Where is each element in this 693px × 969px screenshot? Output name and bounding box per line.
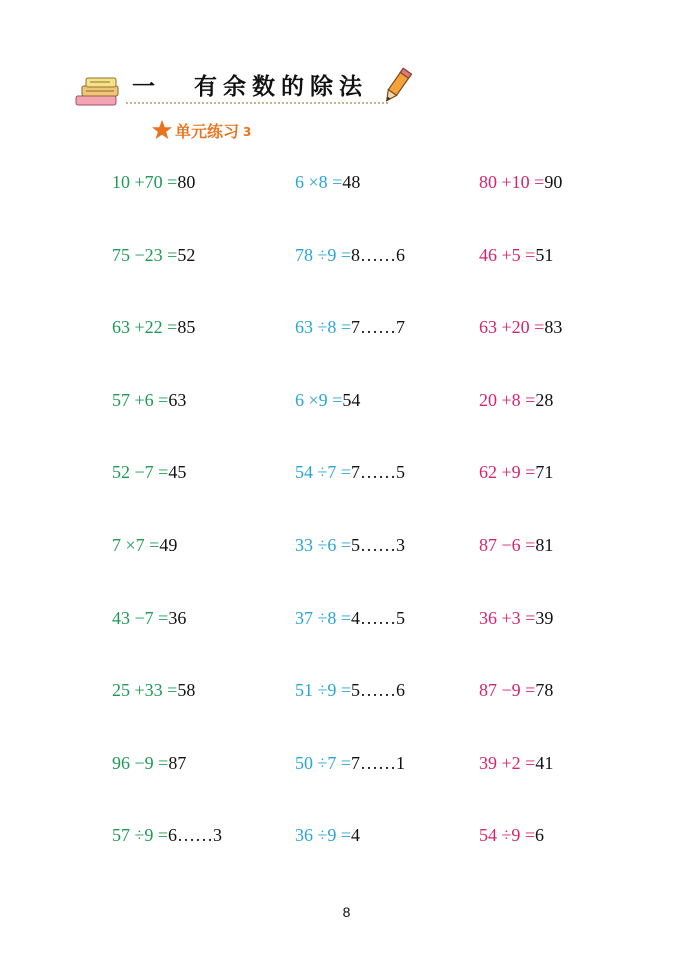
equation-question: 20 +8 = xyxy=(479,389,536,410)
equation-answer: 36 xyxy=(168,607,187,628)
equation-question: 25 +33 = xyxy=(112,680,178,701)
equation-question: 7 ×7 = xyxy=(112,535,160,555)
equation-answer: 6……3 xyxy=(168,825,223,846)
equation xyxy=(479,245,553,265)
equation xyxy=(112,172,195,192)
equation-answer: 41 xyxy=(535,752,554,773)
equation xyxy=(112,535,177,555)
equation xyxy=(295,825,360,845)
equation-question: 50 ÷7 = xyxy=(295,752,352,773)
equation-question: 36 ÷9 = xyxy=(295,825,352,846)
equation-question: 54 ÷9 = xyxy=(479,825,536,846)
equation-answer: 7……1 xyxy=(351,752,406,773)
equation xyxy=(295,753,405,773)
equation-answer: 63 xyxy=(168,389,187,410)
subtitle-label: 单元练习 xyxy=(175,121,240,141)
equation xyxy=(112,753,186,773)
equation-answer: 4……5 xyxy=(351,607,406,628)
equation-answer: 5……3 xyxy=(351,535,406,555)
equation xyxy=(295,462,405,482)
equation-question: 6 ×8 = xyxy=(295,172,343,192)
equation xyxy=(112,825,222,845)
equation-question: 36 +3 = xyxy=(479,607,536,628)
equation-question: 52 −7 = xyxy=(112,462,169,483)
equation-question: 37 ÷8 = xyxy=(295,607,352,628)
equation-question: 96 −9 = xyxy=(112,752,169,773)
equation xyxy=(479,608,553,628)
chapter-number: 一 xyxy=(132,74,156,100)
equation xyxy=(295,172,360,192)
equation xyxy=(479,317,562,337)
equation-answer: 8……6 xyxy=(351,244,406,265)
equation-question: 63 +22 = xyxy=(112,317,178,338)
equation xyxy=(295,245,405,265)
equation-answer: 28 xyxy=(535,389,554,410)
equation xyxy=(112,608,186,628)
equation-question: 33 ÷6 = xyxy=(295,535,352,555)
chapter-title-text: 有余数的除法 xyxy=(194,74,368,100)
equation-answer: 49 xyxy=(159,535,178,555)
equation-answer: 7……7 xyxy=(351,317,406,338)
equation xyxy=(112,680,195,700)
equation xyxy=(479,825,544,845)
equation-question: 6 ×9 = xyxy=(295,389,343,410)
equation-answer: 52 xyxy=(177,244,196,265)
equation-answer: 4 xyxy=(351,825,361,846)
equation xyxy=(479,753,553,773)
equation xyxy=(479,535,553,555)
equation xyxy=(295,535,405,555)
equation-question: 46 +5 = xyxy=(479,244,536,265)
equation-question: 62 +9 = xyxy=(479,462,536,483)
equation-question: 87 −9 = xyxy=(479,680,536,701)
equation xyxy=(479,390,553,410)
equation-answer: 71 xyxy=(535,462,554,483)
equation-answer: 51 xyxy=(535,244,554,265)
equation-answer: 45 xyxy=(168,462,187,483)
equation-question: 75 −23 = xyxy=(112,244,178,265)
equation-answer: 78 xyxy=(535,680,554,701)
equation-question: 87 −6 = xyxy=(479,535,536,555)
equation-question: 54 ÷7 = xyxy=(295,462,352,483)
equation xyxy=(112,390,186,410)
equation-answer: 7……5 xyxy=(351,462,406,483)
equation-answer: 81 xyxy=(535,535,554,555)
equation-answer: 54 xyxy=(342,389,361,410)
equation xyxy=(112,245,195,265)
equation-question: 63 +20 = xyxy=(479,317,545,338)
equation-answer: 83 xyxy=(544,317,563,338)
page-number: 8 xyxy=(342,904,351,920)
equation-question: 80 +10 = xyxy=(479,172,545,192)
equation-answer: 6 xyxy=(535,825,545,846)
equation xyxy=(295,608,405,628)
equation-answer: 5……6 xyxy=(351,680,406,701)
equation xyxy=(112,462,186,482)
equation-question: 57 +6 = xyxy=(112,389,169,410)
equation xyxy=(295,317,405,337)
equation-answer: 80 xyxy=(177,172,196,192)
equation-question: 78 ÷9 = xyxy=(295,244,352,265)
equation-question: 57 ÷9 = xyxy=(112,825,169,846)
equation xyxy=(479,680,553,700)
equation-answer: 48 xyxy=(342,172,361,192)
equation-question: 51 ÷9 = xyxy=(295,680,352,701)
equation-answer: 39 xyxy=(535,607,554,628)
equation xyxy=(479,172,562,192)
equation xyxy=(295,390,360,410)
equation-answer: 85 xyxy=(177,317,196,338)
equation-answer: 58 xyxy=(177,680,196,701)
equation-answer: 87 xyxy=(168,752,187,773)
equation-answer: 90 xyxy=(544,172,563,192)
equation xyxy=(295,680,405,700)
subtitle-number: 3 xyxy=(243,125,252,139)
equation-question: 10 +70 = xyxy=(112,172,178,192)
equation-question: 43 −7 = xyxy=(112,607,169,628)
equation xyxy=(479,462,553,482)
equation xyxy=(112,317,195,337)
equation-question: 39 +2 = xyxy=(479,752,536,773)
equation-question: 63 ÷8 = xyxy=(295,317,352,338)
